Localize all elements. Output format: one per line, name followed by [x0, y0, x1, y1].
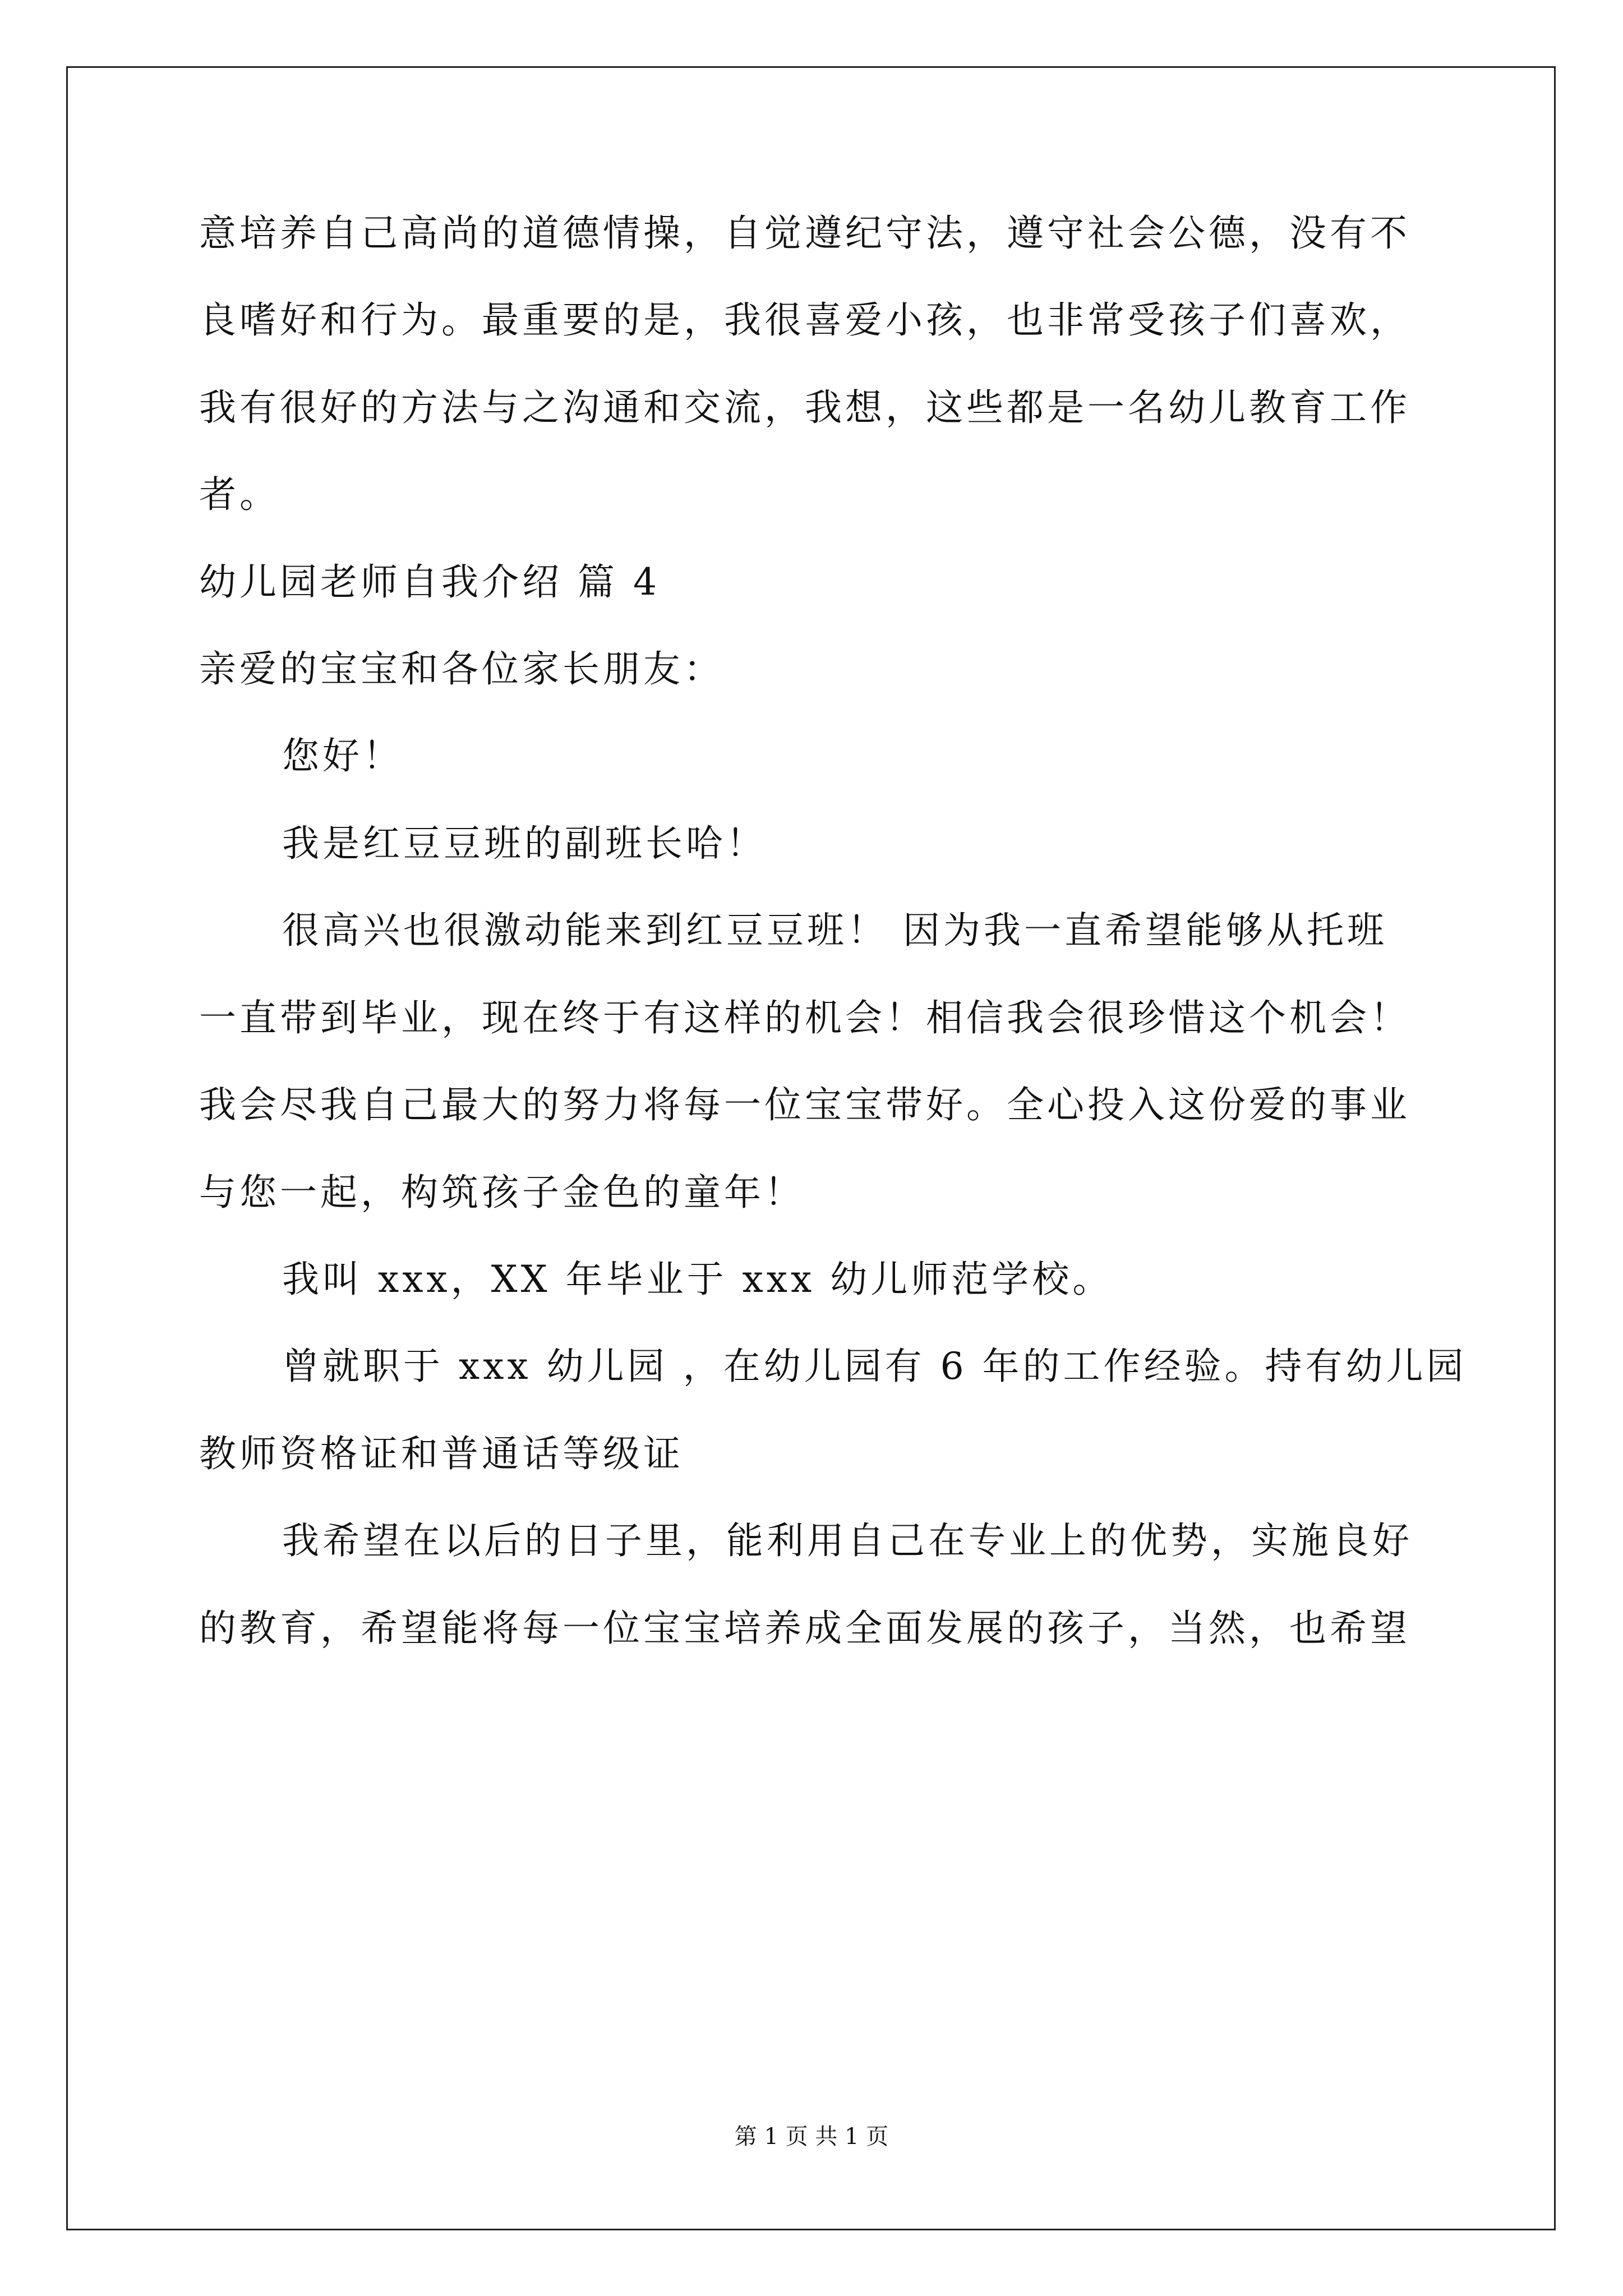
paragraph-line: 我希望在以后的日子里，能利用自己在专业上的优势，实施良好	[282, 1519, 1413, 1562]
paragraph-line: 良嗜好和行为。最重要的是，我很喜爱小孩，也非常受孩子们喜欢，	[199, 298, 1410, 342]
name-paragraph: 我叫 xxx，XX 年毕业于 xxx 幼儿师范学校。	[282, 1258, 1113, 1301]
paragraph-line: 教师资格证和普通话等级证	[199, 1432, 684, 1475]
page-footer: 第 1 页 共 1 页	[734, 2124, 889, 2150]
intro-line: 我是红豆豆班的副班长哈！	[282, 822, 767, 865]
paragraph-line: 曾就职于 xxx 幼儿园 ，在幼儿园有 6 年的工作经验。持有幼儿园	[282, 1345, 1467, 1388]
paragraph-line: 一直带到毕业，现在终于有这样的机会！相信我会很珍惜这个机会！	[199, 996, 1410, 1039]
paragraph-line: 者。	[199, 473, 280, 516]
paragraph-line: 我会尽我自己最大的努力将每一位宝宝带好。全心投入这份爱的事业	[199, 1083, 1410, 1126]
greeting: 您好！	[282, 734, 403, 777]
paragraph-line: 与您一起，构筑孩子金色的童年！	[199, 1171, 805, 1214]
salutation: 亲爱的宝宝和各位家长朋友：	[199, 647, 724, 691]
section-title: 幼儿园老师自我介绍 篇 4	[199, 560, 660, 604]
paragraph-line: 意培养自己高尚的道德情操，自觉遵纪守法，遵守社会公德，没有不	[199, 211, 1410, 255]
paragraph-line: 的教育，希望能将每一位宝宝培养成全面发展的孩子，当然，也希望	[199, 1607, 1410, 1650]
paragraph-line: 我有很好的方法与之沟通和交流，我想，这些都是一名幼儿教育工作	[199, 386, 1410, 429]
paragraph-line: 很高兴也很激动能来到红豆豆班！ 因为我一直希望能够从托班	[282, 909, 1387, 952]
